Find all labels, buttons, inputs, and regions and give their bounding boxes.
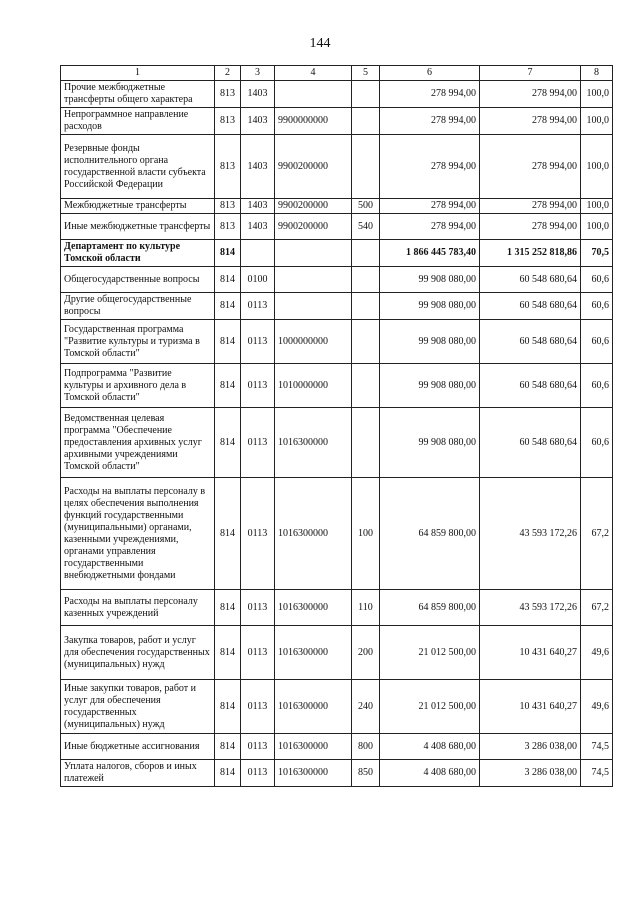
header-cell: 2 bbox=[215, 66, 241, 81]
table-row bbox=[61, 293, 613, 320]
planned-amount-cell: 64 859 800,00 bbox=[380, 478, 480, 590]
section-code-cell: 0113 bbox=[241, 293, 275, 320]
table-row bbox=[61, 734, 613, 760]
target-article-cell bbox=[275, 240, 352, 267]
table-row bbox=[61, 135, 613, 199]
section-code-cell: 0113 bbox=[241, 320, 275, 364]
section-code-cell: 1403 bbox=[241, 135, 275, 199]
admin-code-cell: 814 bbox=[215, 240, 241, 267]
section-code-cell: 1403 bbox=[241, 214, 275, 240]
target-article-cell: 1016300000 bbox=[275, 734, 352, 760]
executed-amount-cell: 60 548 680,64 bbox=[480, 364, 581, 408]
table-row bbox=[61, 626, 613, 680]
expense-type-cell: 540 bbox=[352, 214, 380, 240]
section-code-cell: 0113 bbox=[241, 364, 275, 408]
percent-cell: 100,0 bbox=[581, 135, 613, 199]
planned-amount-cell: 64 859 800,00 bbox=[380, 590, 480, 626]
target-article-cell: 1016300000 bbox=[275, 626, 352, 680]
table-row bbox=[61, 214, 613, 240]
planned-amount-cell: 278 994,00 bbox=[380, 214, 480, 240]
executed-amount-cell: 278 994,00 bbox=[480, 214, 581, 240]
admin-code-cell: 814 bbox=[215, 478, 241, 590]
expense-type-cell: 100 bbox=[352, 478, 380, 590]
executed-amount-cell: 43 593 172,26 bbox=[480, 478, 581, 590]
table-row bbox=[61, 108, 613, 135]
expense-type-cell: 200 bbox=[352, 626, 380, 680]
target-article-cell: 1016300000 bbox=[275, 408, 352, 478]
percent-cell: 67,2 bbox=[581, 478, 613, 590]
expense-type-cell bbox=[352, 108, 380, 135]
expense-type-cell bbox=[352, 240, 380, 267]
row-name-cell: Межбюджетные трансферты bbox=[61, 199, 215, 214]
percent-cell: 60,6 bbox=[581, 364, 613, 408]
expense-type-cell bbox=[352, 364, 380, 408]
expense-type-cell: 240 bbox=[352, 680, 380, 734]
planned-amount-cell: 99 908 080,00 bbox=[380, 320, 480, 364]
row-name-cell: Иные межбюджетные трансферты bbox=[61, 214, 215, 240]
header-cell: 7 bbox=[480, 66, 581, 81]
percent-cell: 100,0 bbox=[581, 199, 613, 214]
section-code-cell bbox=[241, 240, 275, 267]
admin-code-cell: 814 bbox=[215, 364, 241, 408]
target-article-cell bbox=[275, 267, 352, 293]
target-article-cell: 9900000000 bbox=[275, 108, 352, 135]
executed-amount-cell: 3 286 038,00 bbox=[480, 760, 581, 787]
target-article-cell: 1000000000 bbox=[275, 320, 352, 364]
header-cell: 3 bbox=[241, 66, 275, 81]
expense-type-cell: 800 bbox=[352, 734, 380, 760]
planned-amount-cell: 99 908 080,00 bbox=[380, 408, 480, 478]
table-row bbox=[61, 240, 613, 267]
row-name-cell: Иные бюджетные ассигнования bbox=[61, 734, 215, 760]
target-article-cell: 1016300000 bbox=[275, 760, 352, 787]
planned-amount-cell: 4 408 680,00 bbox=[380, 734, 480, 760]
planned-amount-cell: 278 994,00 bbox=[380, 81, 480, 108]
section-code-cell: 0113 bbox=[241, 760, 275, 787]
expense-type-cell bbox=[352, 81, 380, 108]
table-row bbox=[61, 680, 613, 734]
table-row bbox=[61, 408, 613, 478]
section-code-cell: 1403 bbox=[241, 199, 275, 214]
table-row bbox=[61, 199, 613, 214]
target-article-cell: 9900200000 bbox=[275, 199, 352, 214]
row-name-cell: Резервные фонды исполнительного органа государственной власти субъекта Российской Федерации bbox=[61, 135, 215, 199]
executed-amount-cell: 60 548 680,64 bbox=[480, 267, 581, 293]
section-code-cell: 0113 bbox=[241, 478, 275, 590]
table-row bbox=[61, 267, 613, 293]
planned-amount-cell: 99 908 080,00 bbox=[380, 293, 480, 320]
executed-amount-cell: 43 593 172,26 bbox=[480, 590, 581, 626]
expense-type-cell bbox=[352, 320, 380, 364]
target-article-cell: 9900200000 bbox=[275, 214, 352, 240]
percent-cell: 74,5 bbox=[581, 760, 613, 787]
percent-cell: 60,6 bbox=[581, 267, 613, 293]
percent-cell: 49,6 bbox=[581, 626, 613, 680]
header-cell: 1 bbox=[61, 66, 215, 81]
row-name-cell: Общегосударственные вопросы bbox=[61, 267, 215, 293]
expense-type-cell: 850 bbox=[352, 760, 380, 787]
table-header-row bbox=[61, 66, 613, 81]
expense-type-cell: 110 bbox=[352, 590, 380, 626]
header-cell: 5 bbox=[352, 66, 380, 81]
expense-type-cell bbox=[352, 135, 380, 199]
executed-amount-cell: 278 994,00 bbox=[480, 108, 581, 135]
percent-cell: 70,5 bbox=[581, 240, 613, 267]
admin-code-cell: 814 bbox=[215, 320, 241, 364]
section-code-cell: 1403 bbox=[241, 81, 275, 108]
planned-amount-cell: 278 994,00 bbox=[380, 108, 480, 135]
table-row bbox=[61, 590, 613, 626]
section-code-cell: 0113 bbox=[241, 590, 275, 626]
row-name-cell: Уплата налогов, сборов и иных платежей bbox=[61, 760, 215, 787]
admin-code-cell: 813 bbox=[215, 214, 241, 240]
expense-type-cell: 500 bbox=[352, 199, 380, 214]
header-cell: 6 bbox=[380, 66, 480, 81]
admin-code-cell: 813 bbox=[215, 135, 241, 199]
target-article-cell bbox=[275, 293, 352, 320]
executed-amount-cell: 10 431 640,27 bbox=[480, 626, 581, 680]
percent-cell: 67,2 bbox=[581, 590, 613, 626]
percent-cell: 100,0 bbox=[581, 214, 613, 240]
table-row bbox=[61, 320, 613, 364]
admin-code-cell: 814 bbox=[215, 680, 241, 734]
executed-amount-cell: 60 548 680,64 bbox=[480, 293, 581, 320]
row-name-cell: Ведомственная целевая программа "Обеспечение предоставления архивных услуг архивными учреждениями Томской области" bbox=[61, 408, 215, 478]
executed-amount-cell: 60 548 680,64 bbox=[480, 320, 581, 364]
row-name-cell: Прочие межбюджетные трансферты общего характера bbox=[61, 81, 215, 108]
header-cell: 8 bbox=[581, 66, 613, 81]
admin-code-cell: 814 bbox=[215, 760, 241, 787]
target-article-cell: 1016300000 bbox=[275, 590, 352, 626]
expense-type-cell bbox=[352, 408, 380, 478]
planned-amount-cell: 278 994,00 bbox=[380, 199, 480, 214]
admin-code-cell: 813 bbox=[215, 81, 241, 108]
row-name-cell: Расходы на выплаты персоналу в целях обеспечения выполнения функций государственными (муниципальными) органами, казенными учреждениями, органами управления государственными внебюджетными фондами bbox=[61, 478, 215, 590]
section-code-cell: 0100 bbox=[241, 267, 275, 293]
executed-amount-cell: 278 994,00 bbox=[480, 199, 581, 214]
planned-amount-cell: 4 408 680,00 bbox=[380, 760, 480, 787]
executed-amount-cell: 60 548 680,64 bbox=[480, 408, 581, 478]
admin-code-cell: 814 bbox=[215, 408, 241, 478]
executed-amount-cell: 278 994,00 bbox=[480, 135, 581, 199]
target-article-cell: 9900200000 bbox=[275, 135, 352, 199]
section-code-cell: 0113 bbox=[241, 626, 275, 680]
admin-code-cell: 814 bbox=[215, 267, 241, 293]
executed-amount-cell: 1 315 252 818,86 bbox=[480, 240, 581, 267]
budget-table bbox=[60, 65, 613, 787]
section-code-cell: 1403 bbox=[241, 108, 275, 135]
target-article-cell: 1016300000 bbox=[275, 680, 352, 734]
planned-amount-cell: 278 994,00 bbox=[380, 135, 480, 199]
row-name-cell: Департамент по культуре Томской области bbox=[61, 240, 215, 267]
section-code-cell: 0113 bbox=[241, 408, 275, 478]
planned-amount-cell: 99 908 080,00 bbox=[380, 267, 480, 293]
row-name-cell: Расходы на выплаты персоналу казенных учреждений bbox=[61, 590, 215, 626]
table-row bbox=[61, 760, 613, 787]
admin-code-cell: 813 bbox=[215, 108, 241, 135]
target-article-cell bbox=[275, 81, 352, 108]
executed-amount-cell: 3 286 038,00 bbox=[480, 734, 581, 760]
expense-type-cell bbox=[352, 293, 380, 320]
executed-amount-cell: 10 431 640,27 bbox=[480, 680, 581, 734]
executed-amount-cell: 278 994,00 bbox=[480, 81, 581, 108]
row-name-cell: Другие общегосударственные вопросы bbox=[61, 293, 215, 320]
row-name-cell: Непрограммное направление расходов bbox=[61, 108, 215, 135]
planned-amount-cell: 1 866 445 783,40 bbox=[380, 240, 480, 267]
percent-cell: 100,0 bbox=[581, 81, 613, 108]
admin-code-cell: 813 bbox=[215, 199, 241, 214]
table-row bbox=[61, 364, 613, 408]
admin-code-cell: 814 bbox=[215, 626, 241, 680]
table-row bbox=[61, 478, 613, 590]
row-name-cell: Иные закупки товаров, работ и услуг для обеспечения государственных (муниципальных) нужд bbox=[61, 680, 215, 734]
percent-cell: 60,6 bbox=[581, 293, 613, 320]
admin-code-cell: 814 bbox=[215, 734, 241, 760]
section-code-cell: 0113 bbox=[241, 680, 275, 734]
percent-cell: 49,6 bbox=[581, 680, 613, 734]
row-name-cell: Подпрограмма "Развитие культуры и архивного дела в Томской области" bbox=[61, 364, 215, 408]
section-code-cell: 0113 bbox=[241, 734, 275, 760]
header-cell: 4 bbox=[275, 66, 352, 81]
table-row bbox=[61, 81, 613, 108]
percent-cell: 74,5 bbox=[581, 734, 613, 760]
admin-code-cell: 814 bbox=[215, 293, 241, 320]
row-name-cell: Государственная программа "Развитие культуры и туризма в Томской области" bbox=[61, 320, 215, 364]
target-article-cell: 1010000000 bbox=[275, 364, 352, 408]
planned-amount-cell: 21 012 500,00 bbox=[380, 626, 480, 680]
expense-type-cell bbox=[352, 267, 380, 293]
row-name-cell: Закупка товаров, работ и услуг для обеспечения государственных (муниципальных) нужд bbox=[61, 626, 215, 680]
percent-cell: 60,6 bbox=[581, 408, 613, 478]
planned-amount-cell: 99 908 080,00 bbox=[380, 364, 480, 408]
planned-amount-cell: 21 012 500,00 bbox=[380, 680, 480, 734]
target-article-cell: 1016300000 bbox=[275, 478, 352, 590]
percent-cell: 100,0 bbox=[581, 108, 613, 135]
page-number: 144 bbox=[309, 36, 331, 51]
admin-code-cell: 814 bbox=[215, 590, 241, 626]
percent-cell: 60,6 bbox=[581, 320, 613, 364]
